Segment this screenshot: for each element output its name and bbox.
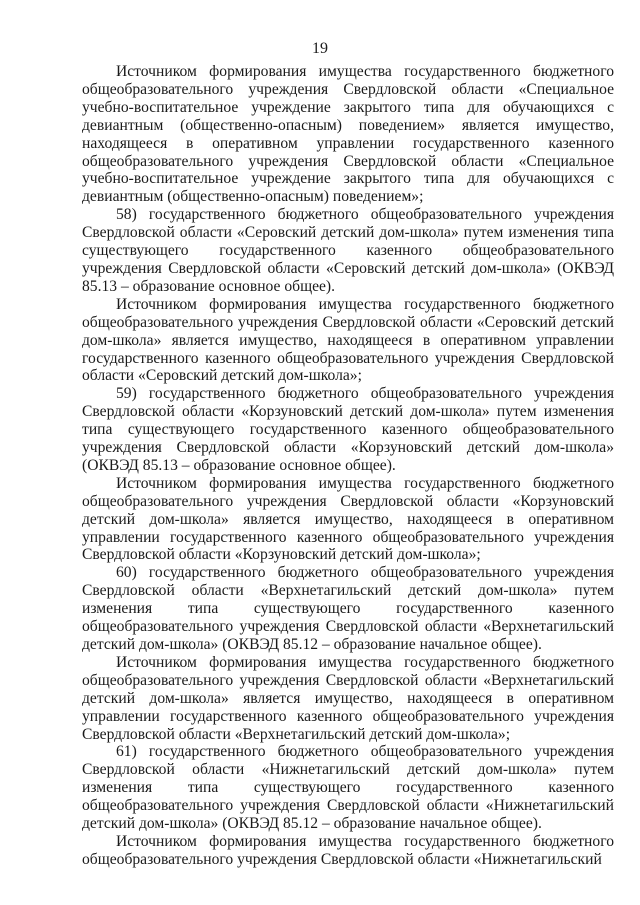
paragraph-source-nizhnetagilsk: Источником формирования имущества государственного бюджетного общеобразовательного учреждения Свердловской области «Нижнетагильский xyxy=(82,832,614,868)
paragraph-source-serov: Источником формирования имущества государственного бюджетного общеобразовательного учреждения Свердловской области «Серовский детский дом-школа» является имущество, находящееся в оперативном управлении государственного казенного общеобразовательного учреждения Свердловской области «Серовский детский дом-школа»; xyxy=(82,295,614,385)
paragraph-source-korzunovo: Источником формирования имущества государственного бюджетного общеобразовательного учреждения Свердловской области «Корзуновский детский дом-школа» является имущество, находящееся в оперативном управлении государственного казенного общеобразовательного учреждения Свердловской области «Корзуновский детский дом-школа»; xyxy=(82,474,614,564)
paragraph-source-special-school: Источником формирования имущества государственного бюджетного общеобразовательного учреждения Свердловской области «Специальное учебно-воспитательное учреждение закрытого типа для обучающихся с девиантным (общественно-опасным) поведением» является имущество, находящееся в оперативном управлении государственного казенного общеобразовательного учреждения Свердловской области «Специальное учебно-воспитательное учреждение закрытого типа для обучающихся с девиантным (общественно-опасным) поведением»; xyxy=(82,63,614,206)
document-body xyxy=(82,63,614,869)
paragraph-source-verkhnetagilsk: Источником формирования имущества государственного бюджетного общеобразовательного учреждения Свердловской области «Верхнетагильский детский дом-школа» является имущество, находящееся в оперативном управлении государственного казенного общеобразовательного учреждения Свердловской области «Верхнетагильский детский дом-школа»; xyxy=(82,653,614,743)
paragraph-item-60: 60) государственного бюджетного общеобразовательного учреждения Свердловской области «Верхнетагильский детский дом-школа» путем изменения типа существующего государственного казенного общеобразовательного учреждения Свердловской области «Верхнетагильский детский дом-школа» (ОКВЭД 85.12 – образование начальное общее). xyxy=(82,564,614,653)
paragraph-item-59: 59) государственного бюджетного общеобразовательного учреждения Свердловской области «Корзуновский детский дом-школа» путем изменения типа существующего государственного казенного общеобразовательного учреждения Свердловской области «Корзуновский детский дом-школа» (ОКВЭД 85.13 – образование основное общее). xyxy=(82,385,614,474)
page-number: 19 xyxy=(312,40,328,57)
paragraph-item-61: 61) государственного бюджетного общеобразовательного учреждения Свердловской области «Нижнетагильский детский дом-школа» путем изменения типа существующего государственного казенного общеобразовательного учреждения Свердловской области «Нижнетагильский детский дом-школа» (ОКВЭД 85.12 – образование начальное общее). xyxy=(82,743,614,833)
paragraph-item-58: 58) государственного бюджетного общеобразовательного учреждения Свердловской области «Серовский детский дом-школа» путем изменения типа существующего государственного казенного общеобразовательного учреждения Свердловской области «Серовский детский дом-школа» (ОКВЭД 85.13 – образование основное общее). xyxy=(82,206,614,295)
